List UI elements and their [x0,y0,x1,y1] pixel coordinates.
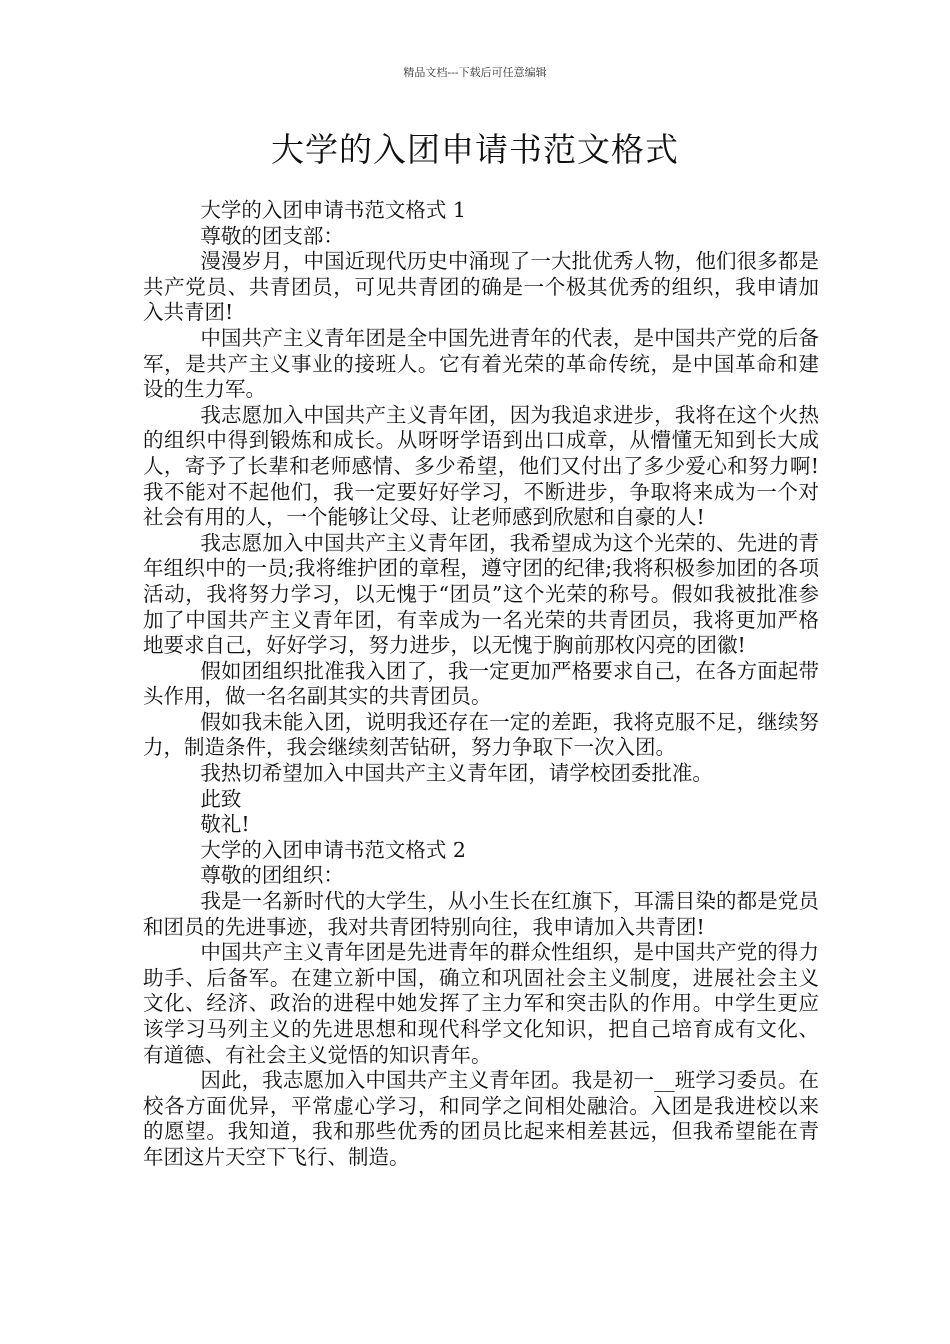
paragraph: 因此，我志愿加入中国共产主义青年团。我是初一__班学习委员。在校各方面优异，平常虚心学习，和同学之间相处融洽。入团是我进校以来的愿望。我知道，我和那些优秀的团员比起来相差甚远，但我希望能在青年团这片天空下飞行、制造。 [143,1068,819,1169]
paragraph: 假如团组织批准我入团了，我一定更加严格要求自己，在各方面起带头作用，做一名名副其实的共青团员。 [143,658,819,709]
closing-salute: 敬礼! [200,812,250,837]
section-heading-2: 大学的入团申请书范文格式 2 [200,837,466,862]
header-note: 精品文档---下载后可任意编辑 [403,66,547,79]
salutation-2: 尊敬的团组织： [200,863,344,888]
salutation-1: 尊敬的团支部： [200,223,344,248]
paragraph: 我是一名新时代的大学生，从小生长在红旗下，耳濡目染的都是党员和团员的先进事迹，我对共青团特别向往，我申请加入共青团! [143,889,819,939]
paragraph: 漫漫岁月，中国近现代历史中涌现了一大批优秀人物，他们很多都是共产党员、共青团员，可见共青团的确是一个极其优秀的组织，我申请加入共青团! [143,249,819,325]
paragraph: 中国共产主义青年团是全中国先进青年的代表，是中国共产党的后备军，是共产主义事业的接班人。它有着光荣的革命传统，是中国革命和建设的生力军。 [143,325,819,402]
paragraph: 假如我未能入团，说明我还存在一定的差距，我将克服不足，继续努力，制造条件，我会继续刻苦钻研，努力争取下一次入团。 [143,709,819,760]
closing-line: 此致 [200,786,242,811]
paragraph: 我热切希望加入中国共产主义青年团，请学校团委批准。 [200,761,713,786]
paragraph: 我志愿加入中国共产主义青年团，因为我追求进步，我将在这个火热的组织中得到锻炼和成长。从呀呀学语到出口成章，从懵懂无知到长大成人，寄予了长辈和老师感情、多少希望，他们又付出了多少爱心和努力啊!我不能对不起他们，我一定要好好学习，不断进步，争取将来成为一个对社会有用的人，一个能够让父母、让老师感到欣慰和自豪的人! [143,402,819,530]
paragraph: 中国共产主义青年团是先进青年的群众性组织，是中国共产党的得力助手、后备军。在建立新中国，确立和巩固社会主义制度，进展社会主义文化、经济、政治的进程中她发挥了主力军和突击队的作用。中学生更应该学习马列主义的先进思想和现代科学文化知识，把自己培育成有文化、有道德、有社会主义觉悟的知识青年。 [143,940,819,1067]
paragraph: 我志愿加入中国共产主义青年团，我希望成为这个光荣的、先进的青年组织中的一员;我将维护团的章程，遵守团的纪律;我将积极参加团的各项活动，我将努力学习，以无愧于“团员”这个光荣的称号。假如我被批准参加了中国共产主义青年团，有幸成为一名光荣的共青团员，我将更加严格地要求自己，好好学习，努力进步，以无愧于胸前那枚闪亮的团徽! [143,530,819,658]
section-heading-1: 大学的入团申请书范文格式 1 [200,198,466,222]
document-title: 大学的入团申请书范文格式 [271,130,679,169]
document-body [143,198,819,1171]
